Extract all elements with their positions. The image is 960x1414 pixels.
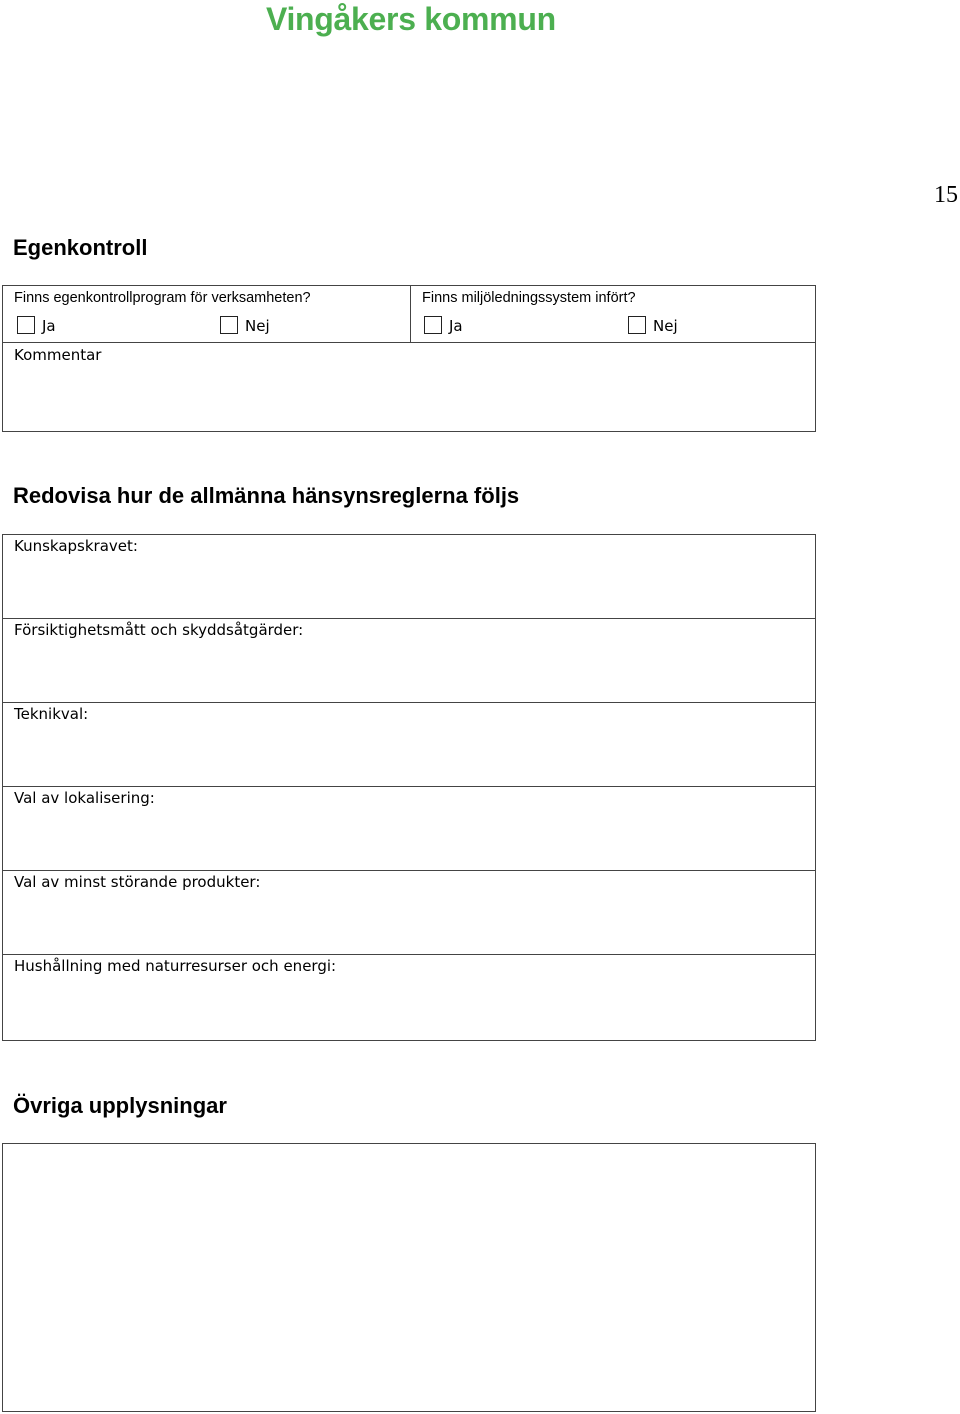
field-label: Val av minst störande produkter: [14,873,261,891]
miljoledning-yes-label: Ja [449,317,463,335]
comment-field[interactable] [3,343,815,431]
field-label: Hushållning med naturresurser och energi: [14,957,337,975]
heading-egenkontroll: Egenkontroll [13,235,148,260]
miljoledning-no-label: Nej [653,317,678,335]
field-forsiktighetsmatt[interactable] [3,619,815,703]
miljoledning-no-checkbox[interactable] [628,316,646,334]
field-label: Försiktighetsmått och skyddsåtgärder: [14,621,304,639]
question-miljoledningssystem: Finns miljöledningssystem infört? [422,290,636,306]
field-label: Kunskapskravet: [14,537,138,555]
field-label: Val av lokalisering: [14,789,155,807]
ovriga-upplysningar-field[interactable] [2,1143,816,1412]
field-lokalisering[interactable] [3,787,815,871]
field-kunskapskravet[interactable] [3,535,815,619]
question-egenkontrollprogram: Finns egenkontrollprogram för verksamheten? [14,290,311,306]
column-divider [410,286,411,343]
heading-ovriga-upplysningar: Övriga upplysningar [13,1093,227,1118]
brand-logo-text: Vingåkers kommun [266,1,556,37]
egenkontroll-form [2,285,816,432]
field-teknikval[interactable] [3,703,815,787]
miljoledning-yes-checkbox[interactable] [424,316,442,334]
field-label: Teknikval: [14,705,89,723]
field-produkter[interactable] [3,871,815,955]
egenkontroll-yes-checkbox[interactable] [17,316,35,334]
egenkontroll-yes-label: Ja [42,317,56,335]
egenkontroll-no-label: Nej [245,317,270,335]
comment-label: Kommentar [14,346,102,364]
egenkontroll-no-checkbox[interactable] [220,316,238,334]
field-hushallning[interactable] [3,955,815,1040]
hansynsregler-form [2,534,816,1041]
page-number: 15 [934,182,958,208]
heading-hansynsregler: Redovisa hur de allmänna hänsynsreglerna följs [13,483,520,508]
